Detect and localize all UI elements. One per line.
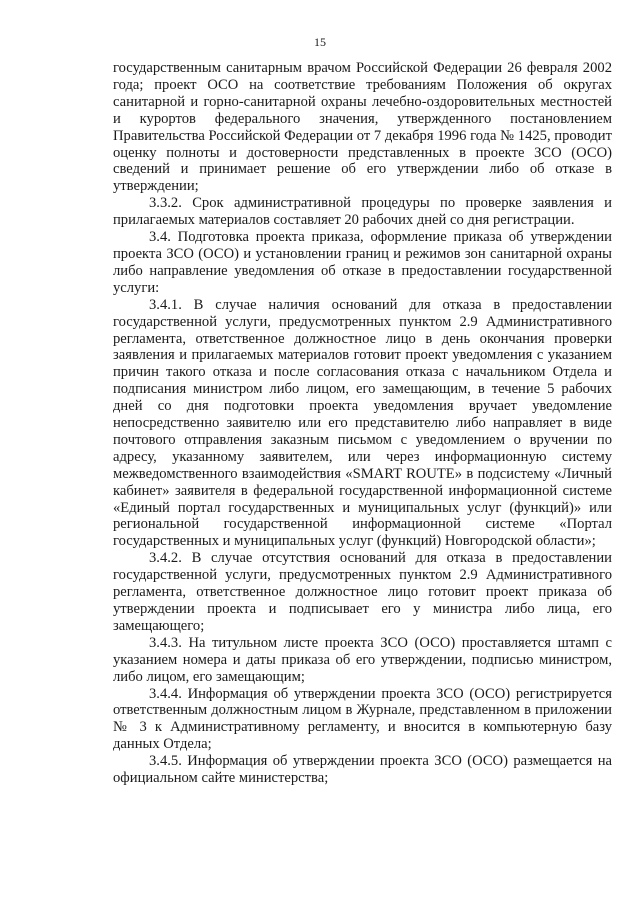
paragraph-3-4-5: 3.4.5. Информация об утверждении проекта ЗСО (ОСО) размещается на официальном сайте министерства; xyxy=(113,753,612,787)
paragraph-3-4: 3.4. Подготовка проекта приказа, оформление приказа об утверждении проекта ЗСО (ОСО) и установлении границ и режимов зон санитарной охраны либо направление уведомления об отказе в предоставлении государственной услуги: xyxy=(113,229,612,296)
paragraph-3-4-1: 3.4.1. В случае наличия оснований для отказа в предоставлении государственной услуги, предусмотренных пунктом 2.9 Административного регламента, ответственное должностное лицо в день окончания проверки заявления и прилагаемых материалов готовит проект уведомления с указанием причин такого отказа и после согласования отказа с начальником Отдела и подписания министром либо лицом, его замещающим, в течение 5 рабочих дней со дня подготовки проекта уведомления вручает уведомление непосредственно заявителю или его представителю либо направляет в виде почтового отправления заказным письмом с уведомлением о вручении по адресу, указанному заявителем, или через информационную систему межведомственного взаимодействия «SMART ROUTE» в подсистему «Личный кабинет» заявителя в федеральной государственной информационной системе «Единый портал государственных и муниципальных услуг (функций)» или региональной государственной информационной системе «Портал государственных и муниципальных услуг (функций) Новгородской области»; xyxy=(113,296,612,550)
paragraph-continuation: государственным санитарным врачом Российской Федерации 26 февраля 2002 года; проект ОСО на соответствие требованиям Положения об округах санитарной и горно-санитарной охраны лечебно-оздоровительных местностей и курортов федерального значения, утвержденного постановлением Правительства Российской Федерации от 7 декабря 1996 года № 1425, проводит оценку полноты и достоверности представленных в проекте ЗСО (ОСО) сведений и принимает решение об его утверждении либо об отказе в утверждении; xyxy=(113,60,612,195)
paragraph-3-4-4: 3.4.4. Информация об утверждении проекта ЗСО (ОСО) регистрируется ответственным должностным лицом в Журнале, представленном в приложении № 3 к Административному регламенту, и вносится в компьютерную базу данных Отдела; xyxy=(113,685,612,753)
paragraph-3-4-2: 3.4.2. В случае отсутствия оснований для отказа в предоставлении государственной услуги, предусмотренных пунктом 2.9 Административного регламента, ответственное должностное лицо готовит проект приказа об утверждении проекта и подписывает его у министра либо лица, его замещающего; xyxy=(113,550,612,634)
paragraph-3-3-2: 3.3.2. Срок административной процедуры по проверке заявления и прилагаемых материалов составляет 20 рабочих дней со дня регистрации. xyxy=(113,195,612,229)
page-number: 15 xyxy=(314,35,326,49)
paragraph-3-4-3: 3.4.3. На титульном листе проекта ЗСО (ОСО) проставляется штамп с указанием номера и даты приказа об его утверждении, подписью министром, либо лицом, его замещающим; xyxy=(113,634,612,685)
document-body xyxy=(113,60,612,787)
